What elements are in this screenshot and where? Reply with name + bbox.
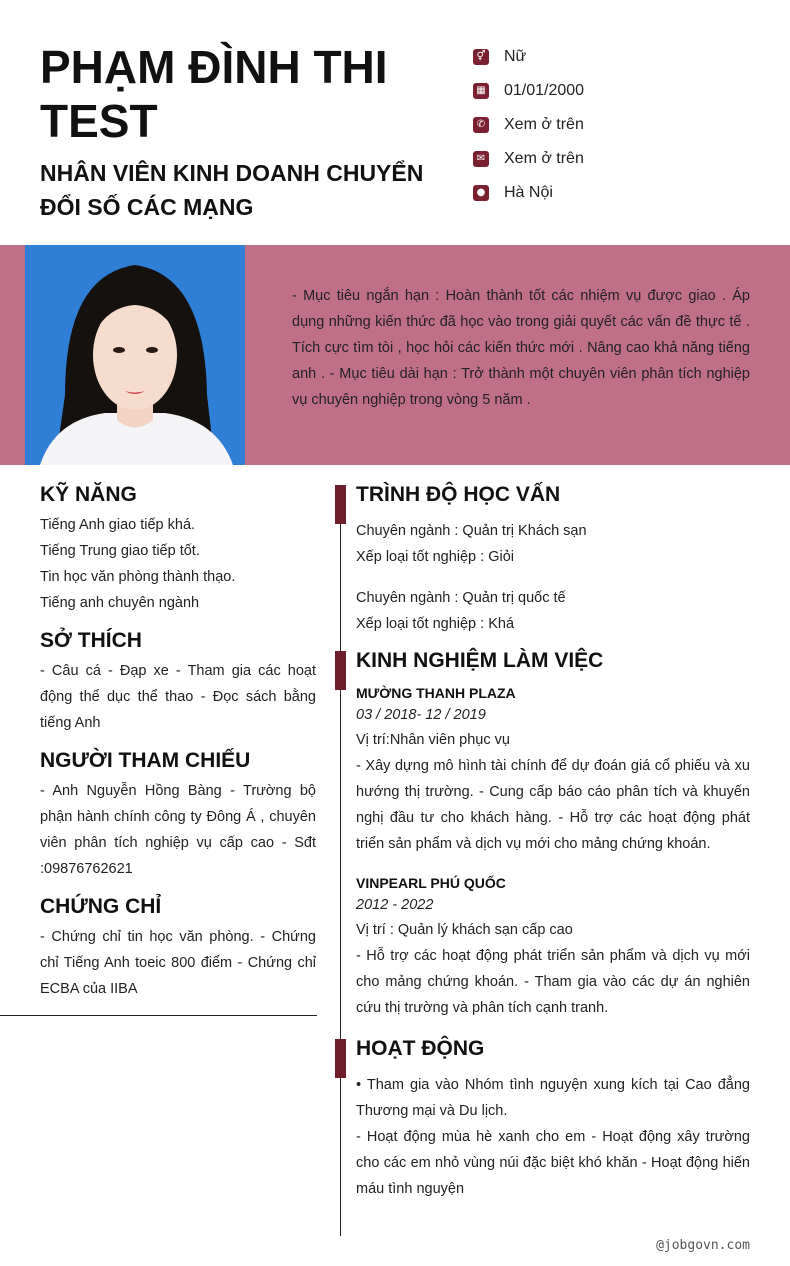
certificates-section bbox=[40, 893, 316, 1002]
education-entry bbox=[356, 585, 750, 637]
skills-section bbox=[40, 481, 316, 616]
candidate-name: PHẠM ĐÌNH THI TEST bbox=[40, 41, 388, 147]
job-title: NHÂN VIÊN KINH DOANH CHUYỂN ĐỔI SỐ CÁC MẠNG bbox=[40, 160, 424, 220]
email-icon: ✉ bbox=[473, 151, 489, 167]
skills-list bbox=[40, 512, 316, 616]
job-company: VINPEARL PHÚ QUỐC bbox=[356, 875, 506, 891]
experience-marker bbox=[335, 651, 346, 690]
left-column-rule bbox=[0, 1015, 317, 1016]
contact-list bbox=[473, 40, 584, 210]
certificates-text: - Chứng chỉ tin học văn phòng. - Chứng chỉ Tiếng Anh toeic 800 điểm - Chứng chỉ ECBA của IIBA bbox=[40, 929, 316, 997]
skill-item: Tiếng anh chuyên ngành bbox=[40, 595, 200, 611]
job-entry bbox=[356, 872, 750, 1021]
skill-item: Tin học văn phòng thành thạo. bbox=[40, 569, 236, 585]
contact-email bbox=[473, 142, 584, 176]
job-position: Vị trí:Nhân viên phục vụ bbox=[356, 732, 510, 748]
contact-phone-text: Xem ở trên bbox=[504, 116, 584, 133]
location-icon: ● bbox=[473, 185, 489, 201]
education-marker bbox=[335, 485, 346, 524]
contact-location-text: Hà Nội bbox=[504, 184, 553, 201]
activities-section bbox=[356, 1035, 750, 1202]
education-major: Chuyên ngành : Quản trị quốc tế bbox=[356, 590, 566, 606]
skill-item: Tiếng Trung giao tiếp tốt. bbox=[40, 543, 200, 559]
job-company: MƯỜNG THANH PLAZA bbox=[356, 685, 516, 701]
phone-icon: ✆ bbox=[473, 117, 489, 133]
references-section bbox=[40, 747, 316, 882]
education-entry bbox=[356, 518, 750, 570]
activity-item: • Tham gia vào Nhóm tình nguyện xung kích tại Cao đẳng Thương mại và Du lịch. bbox=[356, 1077, 750, 1119]
education-major: Chuyên ngành : Quản trị Khách sạn bbox=[356, 523, 587, 539]
references-title: NGƯỜI THAM CHIẾU bbox=[40, 749, 251, 772]
activity-item: - Hoạt động mùa hè xanh cho em - Hoạt động xây trường cho các em nhỏ vùng núi đặc biệt khó khăn - Hoạt động hiến máu tình nguyện bbox=[356, 1129, 750, 1197]
activities-title: HOẠT ĐỘNG bbox=[356, 1037, 485, 1060]
hobbies-title: SỞ THÍCH bbox=[40, 629, 142, 652]
job-period: 03 / 2018- 12 / 2019 bbox=[356, 707, 486, 723]
references-text: - Anh Nguyễn Hồng Bàng - Trường bộ phận hành chính công ty Đông Á , chuyên viên phân tích nghiệp vụ cấp cao - Sđt :09876762621 bbox=[40, 783, 316, 877]
experience-section bbox=[356, 647, 750, 1021]
contact-phone bbox=[473, 108, 584, 142]
job-position: Vị trí : Quản lý khách sạn cấp cao bbox=[356, 922, 573, 938]
skills-title: KỸ NĂNG bbox=[40, 483, 137, 506]
contact-location bbox=[473, 176, 584, 210]
experience-title: KINH NGHIỆM LÀM VIỆC bbox=[356, 649, 604, 672]
contact-gender bbox=[473, 40, 584, 74]
contact-email-text: Xem ở trên bbox=[504, 150, 584, 167]
job-description: - Hỗ trợ các hoạt động phát triển sản phẩm và dịch vụ mới cho mảng chứng khoán. - Tham gia vào các dự án nghiên cứu thị trường và phân tích cạnh tranh. bbox=[356, 948, 750, 1016]
hobbies-text: - Câu cá - Đạp xe - Tham gia các hoạt động thể dục thể thao - Đọc sách bằng tiếng Anh bbox=[40, 663, 316, 731]
education-grade: Xếp loại tốt nghiệp : Khá bbox=[356, 616, 515, 632]
hobbies-section bbox=[40, 627, 316, 736]
gender-icon: ⚥ bbox=[473, 49, 489, 65]
contact-birthday-text: 01/01/2000 bbox=[504, 82, 585, 99]
profile-photo bbox=[25, 245, 245, 465]
contact-birthday bbox=[473, 74, 584, 108]
career-objective: - Mục tiêu ngắn hạn : Hoàn thành tốt các nhiệm vụ được giao . Áp dụng những kiến thức đã học vào trong giải quyết các vấn đề thực tế . Tích cực tìm tòi , học hỏi các kiến thức mới . Nâng cao khả năng tiếng anh . - Mục tiêu dài hạn : Trở thành một chuyên viên phân tích nghiệp vụ chuyên nghiệp trong vòng 5 năm . bbox=[292, 288, 750, 408]
contact-gender-text: Nữ bbox=[504, 48, 527, 65]
column-divider bbox=[340, 485, 341, 1236]
education-title: TRÌNH ĐỘ HỌC VẤN bbox=[356, 483, 561, 506]
activities-marker bbox=[335, 1039, 346, 1078]
skill-item: Tiếng Anh giao tiếp khá. bbox=[40, 517, 196, 533]
job-entry bbox=[356, 682, 750, 857]
education-grade: Xếp loại tốt nghiệp : Giỏi bbox=[356, 549, 514, 565]
portrait-illustration bbox=[25, 245, 245, 465]
certificates-title: CHỨNG CHỈ bbox=[40, 895, 162, 918]
footer-watermark: @jobgovn.com bbox=[656, 1238, 750, 1253]
job-period: 2012 - 2022 bbox=[356, 897, 434, 913]
job-description: - Xây dựng mô hình tài chính để dự đoán giá cổ phiếu và xu hướng thị trường. - Cung cấp báo cáo phân tích và khuyến nghị đầu tư cho khách hàng. - Hỗ trợ các hoạt động phát triển sản phẩm và dịch vụ mới cho mảng chứng khoán. bbox=[356, 758, 750, 852]
education-section bbox=[356, 481, 750, 637]
calendar-icon: ▦ bbox=[473, 83, 489, 99]
